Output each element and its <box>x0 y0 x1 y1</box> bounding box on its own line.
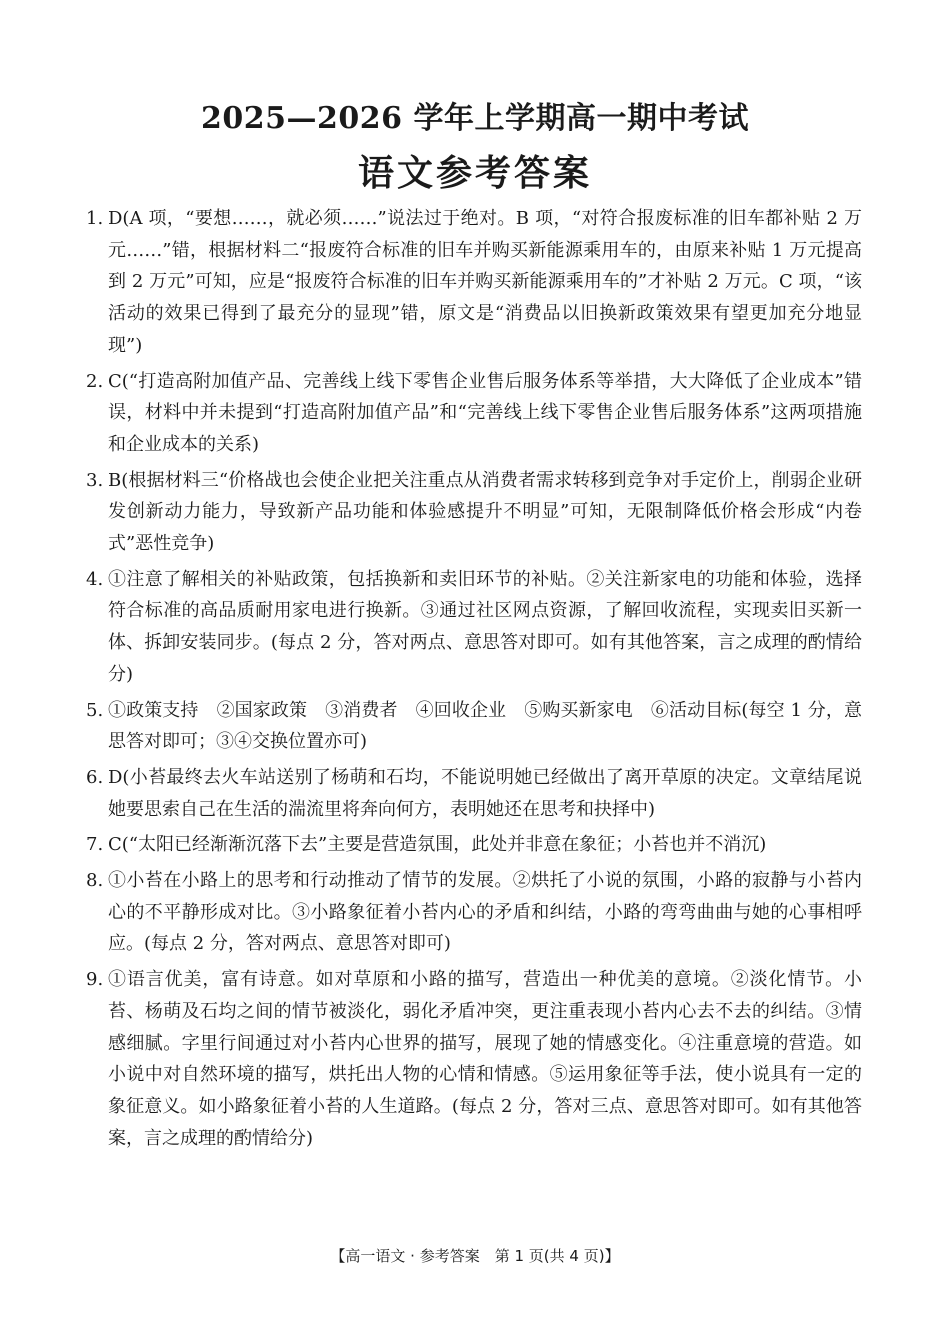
page-footer: 【高一语文 · 参考答案 第 1 页(共 4 页)】 <box>330 1247 620 1265</box>
answer-item-6 <box>86 762 862 825</box>
answer-key-title: 语文参考答案 <box>357 152 592 194</box>
answer-text: D(A 项，“要想……，就必须……”说法过于绝对。B 项，“对符合报废标准的旧车都补贴 2 万元……”错，根据材料二“报废符合标准的旧车并购买新能源乘用车的，由原来补贴 1 万元提高到 2 万元”可知，应是“报废符合标准的旧车并购买新能源乘用车的”才补贴 2 万元。C 项，“该活动的效果已得到了最充分的显现”错，原文是“消费品以旧换新政策效果有望更加充分地显现”) <box>108 208 862 356</box>
answer-number: 6. <box>86 766 104 788</box>
answer-text: C(“打造高附加值产品、完善线上线下零售企业售后服务体系等举措，大大降低了企业成本”错误，材料中并未提到“打造高附加值产品”和“完善线上线下零售企业售后服务体系”这两项措施和企业成本的关系) <box>108 370 862 455</box>
answer-number: 3. <box>86 469 104 491</box>
answer-item-7 <box>86 829 862 861</box>
answer-item-8 <box>86 865 862 960</box>
answer-item-4 <box>86 564 862 691</box>
answer-number: 2. <box>86 370 104 392</box>
answer-text: B(根据材料三“价格战也会使企业把关注重点从消费者需求转移到竞争对手定价上，削弱企业研发创新动力能力，导致新产品功能和体验感提升不明显”可知，无限制降低价格会形成“内卷式”恶性竞争) <box>108 469 862 555</box>
answer-number: 1. <box>86 208 104 229</box>
answer-number: 8. <box>86 870 104 892</box>
answer-item-1 <box>86 203 862 362</box>
answer-item-3 <box>86 465 862 560</box>
answer-number: 5. <box>86 699 104 721</box>
answer-number: 7. <box>86 834 104 856</box>
answer-text: D(小苔最终去火车站送别了杨萌和石均，不能说明她已经做出了离开草原的决定。文章结尾说她要思索自己在生活的湍流里将奔向何方，表明她还在思考和抉择中) <box>108 766 862 820</box>
answer-text: ①政策支持 ②国家政策 ③消费者 ④回收企业 ⑤购买新家电 ⑥活动目标(每空 1 分，意思答对即可；③④交换位置亦可) <box>108 699 862 753</box>
answer-item-5 <box>86 695 862 758</box>
answer-text: ①注意了解相关的补贴政策，包括换新和卖旧环节的补贴。②关注新家电的功能和体验，选择符合标准的高品质耐用家电进行换新。③通过社区网点资源，了解回收流程，实现卖旧买新一体、拆卸安装同步。(每点 2 分，答对两点、意思答对即可。如有其他答案，言之成理的酌情给分) <box>108 568 862 685</box>
answer-item-2 <box>86 366 862 461</box>
answer-list <box>86 203 862 1158</box>
answer-number: 4. <box>86 568 104 590</box>
answer-text: C(“太阳已经渐渐沉落下去”主要是营造氛围，此处并非意在象征；小苔也并不消沉) <box>108 834 767 856</box>
answer-item-9 <box>86 964 862 1154</box>
exam-title: 2025—2026 学年上学期高一期中考试 <box>201 101 749 136</box>
answer-text: ①语言优美，富有诗意。如对草原和小路的描写，营造出一种优美的意境。②淡化情节。小苔、杨萌及石均之间的情节被淡化，弱化矛盾冲突，更注重表现小苔内心去不去的纠结。③情感细腻。字里行间通过对小苔内心世界的描写，展现了她的情感变化。④注重意境的营造。如小说中对自然环境的描写，烘托出人物的心情和情感。⑤运用象征等手法，使小说具有一定的象征意义。如小路象征着小苔的人生道路。(每点 2 分，答对三点、意思答对即可。如有其他答案，言之成理的酌情给分) <box>108 969 862 1149</box>
answer-text: ①小苔在小路上的思考和行动推动了情节的发展。②烘托了小说的氛围，小路的寂静与小苔内心的不平静形成对比。③小路象征着小苔内心的矛盾和纠结，小路的弯弯曲曲与她的心事相呼应。(每点 2 分，答对两点、意思答对即可) <box>108 870 862 955</box>
answer-number: 9. <box>86 969 104 991</box>
